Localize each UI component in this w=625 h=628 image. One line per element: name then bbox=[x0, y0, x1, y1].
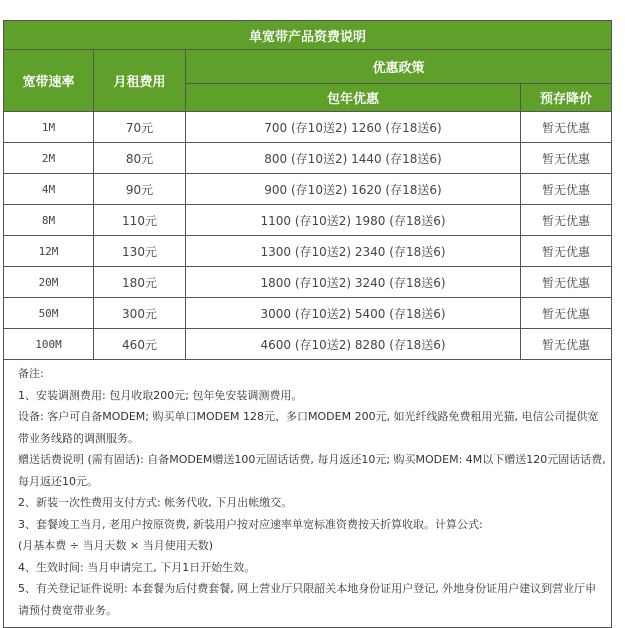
note-line: 3、套餐竣工当月, 老用户按原资费, 新装用户按对应速率单宽标准资费按天折算收取。计算公式: bbox=[18, 517, 483, 531]
annual-discount-cell: 800 (存10送2) 1440 (存18送6) bbox=[186, 143, 521, 174]
prepay-discount-cell: 暂无优惠 bbox=[521, 112, 612, 143]
annual-discount-cell: 4600 (存10送2) 8280 (存18送6) bbox=[186, 329, 521, 360]
note-line: 1、安装调测费用: 包月收取200元; 包年免安装调测费用。 bbox=[18, 388, 303, 402]
table-title: 单宽带产品资费说明 bbox=[4, 21, 612, 50]
prepay-discount-cell: 暂无优惠 bbox=[521, 298, 612, 329]
header-monthly-fee: 月租费用 bbox=[94, 50, 186, 112]
speed-cell: 50M bbox=[4, 298, 94, 329]
note-line: 赠送话费说明 (需有固话): 自备MODEM赠送100元固话话费, 每月返还10元; 购买MODEM: 4M以下赠送120元固话话费, 每月返还10元。 bbox=[18, 453, 606, 488]
speed-cell: 1M bbox=[4, 112, 94, 143]
header-discount-policy: 优惠政策 bbox=[186, 50, 612, 84]
annual-discount-cell: 1300 (存10送2) 2340 (存18送6) bbox=[186, 236, 521, 267]
monthly-fee-cell: 180元 bbox=[94, 267, 186, 298]
monthly-fee-cell: 460元 bbox=[94, 329, 186, 360]
speed-cell: 100M bbox=[4, 329, 94, 360]
table-row bbox=[4, 236, 612, 267]
header-annual-discount: 包年优惠 bbox=[186, 84, 521, 112]
table-row bbox=[4, 267, 612, 298]
monthly-fee-cell: 110元 bbox=[94, 205, 186, 236]
monthly-fee-cell: 80元 bbox=[94, 143, 186, 174]
prepay-discount-cell: 暂无优惠 bbox=[521, 205, 612, 236]
note-line: 4、生效时间: 当月申请完工, 下月1日开始生效。 bbox=[18, 560, 256, 574]
speed-cell: 8M bbox=[4, 205, 94, 236]
annual-discount-cell: 700 (存10送2) 1260 (存18送6) bbox=[186, 112, 521, 143]
note-line: 5、有关登记证件说明: 本套餐为后付费套餐, 网上营业厅只限韶关本地身份证用户登记, 外地身份证用户建议到营业厅申请预付费宽带业务。 bbox=[18, 582, 597, 617]
header-row-1 bbox=[4, 50, 612, 84]
speed-cell: 2M bbox=[4, 143, 94, 174]
notes-heading: 备注: bbox=[18, 367, 44, 380]
header-prepay-discount: 预存降价 bbox=[521, 84, 612, 112]
monthly-fee-cell: 300元 bbox=[94, 298, 186, 329]
notes-cell bbox=[4, 360, 612, 628]
title-row bbox=[4, 21, 612, 50]
header-speed: 宽带速率 bbox=[4, 50, 94, 112]
tariff-table bbox=[3, 20, 612, 628]
table-row bbox=[4, 329, 612, 360]
notes-row bbox=[4, 360, 612, 628]
table-row bbox=[4, 174, 612, 205]
table-row bbox=[4, 298, 612, 329]
note-line: 2、新装一次性费用支付方式: 帐务代收, 下月出帐缴交。 bbox=[18, 496, 293, 509]
monthly-fee-cell: 90元 bbox=[94, 174, 186, 205]
note-line: (月基本费 ÷ 当月天数 × 当月使用天数) bbox=[18, 539, 214, 552]
prepay-discount-cell: 暂无优惠 bbox=[521, 267, 612, 298]
annual-discount-cell: 900 (存10送2) 1620 (存18送6) bbox=[186, 174, 521, 205]
prepay-discount-cell: 暂无优惠 bbox=[521, 143, 612, 174]
note-line: 设备: 客户可自备MODEM; 购买单口MODEM 128元、多口MODEM 200元, 如光纤线路免费租用光猫, 电信公司提供宽带业务线路的调测服务。 bbox=[18, 410, 599, 445]
monthly-fee-cell: 70元 bbox=[94, 112, 186, 143]
speed-cell: 4M bbox=[4, 174, 94, 205]
speed-cell: 12M bbox=[4, 236, 94, 267]
prepay-discount-cell: 暂无优惠 bbox=[521, 236, 612, 267]
table-row bbox=[4, 205, 612, 236]
table-row bbox=[4, 143, 612, 174]
annual-discount-cell: 3000 (存10送2) 5400 (存18送6) bbox=[186, 298, 521, 329]
monthly-fee-cell: 130元 bbox=[94, 236, 186, 267]
table-row bbox=[4, 112, 612, 143]
speed-cell: 20M bbox=[4, 267, 94, 298]
annual-discount-cell: 1100 (存10送2) 1980 (存18送6) bbox=[186, 205, 521, 236]
prepay-discount-cell: 暂无优惠 bbox=[521, 329, 612, 360]
prepay-discount-cell: 暂无优惠 bbox=[521, 174, 612, 205]
annual-discount-cell: 1800 (存10送2) 3240 (存18送6) bbox=[186, 267, 521, 298]
tariff-table-container bbox=[3, 20, 611, 628]
